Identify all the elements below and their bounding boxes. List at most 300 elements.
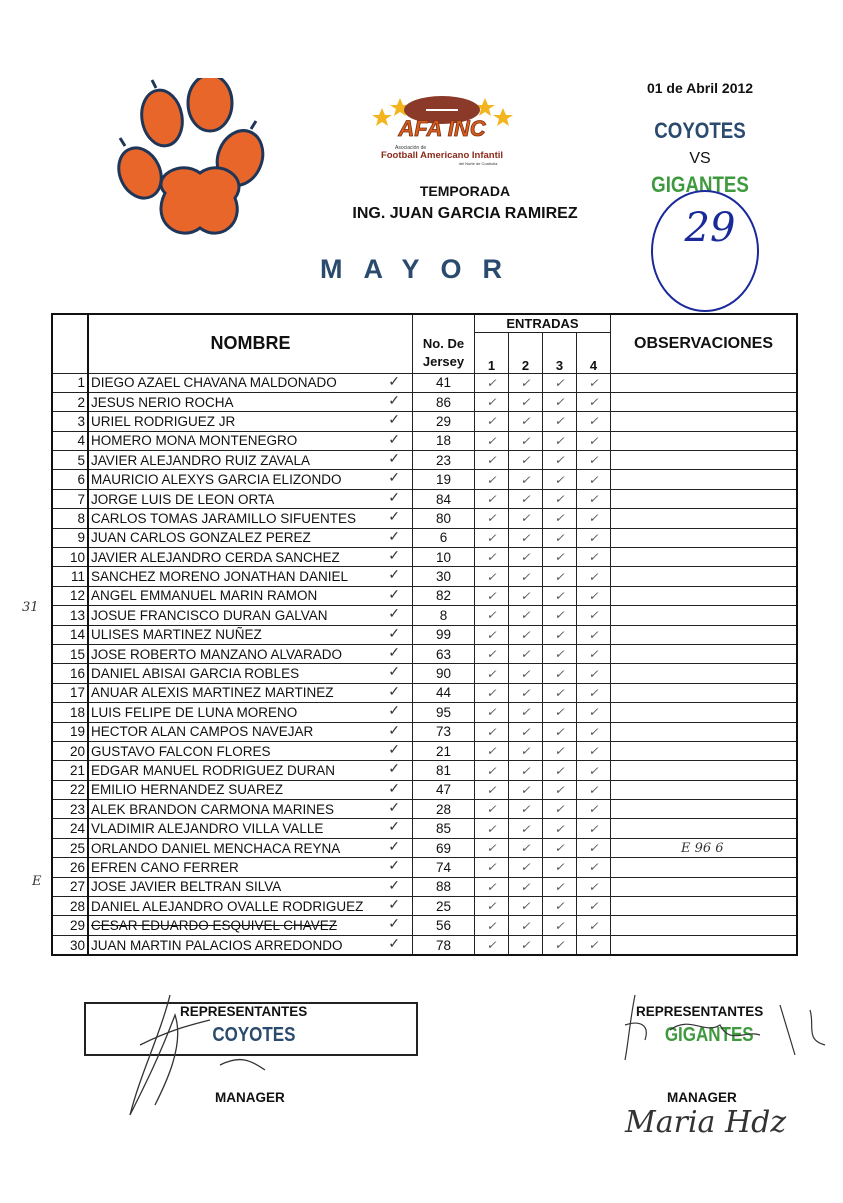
table-row	[52, 412, 797, 431]
table-row	[52, 644, 797, 663]
player-name-text: JOSUE FRANCISCO DURAN GALVAN	[91, 607, 328, 623]
inning-2-check: ✓	[509, 431, 543, 450]
observation-cell	[611, 412, 798, 431]
attendance-check-icon: ✓	[388, 606, 400, 623]
player-name-text: HECTOR ALAN CAMPOS NAVEJAR	[91, 724, 314, 740]
jersey-header-top	[413, 314, 475, 333]
table-row	[52, 838, 797, 857]
left-manager-label: MANAGER	[215, 1090, 285, 1105]
inning-2-check: ✓	[509, 897, 543, 916]
attendance-check-icon: ✓	[388, 780, 400, 797]
table-row	[52, 722, 797, 741]
observation-cell	[611, 838, 798, 857]
inning-2-check: ✓	[509, 548, 543, 567]
inning-1-check: ✓	[475, 664, 509, 683]
observation-cell	[611, 451, 798, 470]
table-row	[52, 858, 797, 877]
observation-cell	[611, 877, 798, 896]
observation-cell	[611, 373, 798, 392]
row-number: 29	[52, 916, 88, 935]
attendance-check-icon: ✓	[388, 897, 400, 914]
attendance-check-icon: ✓	[388, 451, 400, 468]
jersey-number: 56	[413, 916, 475, 935]
inning-4-check: ✓	[577, 431, 611, 450]
inning-2-check: ✓	[509, 489, 543, 508]
inning-4-check: ✓	[577, 412, 611, 431]
observation-cell	[611, 586, 798, 605]
jersey-number: 80	[413, 509, 475, 528]
inning-4-check: ✓	[577, 683, 611, 702]
home-team-name: COYOTES	[654, 118, 746, 143]
table-row	[52, 489, 797, 508]
inning-1-check: ✓	[475, 703, 509, 722]
player-name	[88, 877, 413, 896]
inning-1-check: ✓	[475, 916, 509, 935]
inning-1-check: ✓	[475, 548, 509, 567]
inning-4-check: ✓	[577, 586, 611, 605]
player-name	[88, 858, 413, 877]
inning-1-check: ✓	[475, 431, 509, 450]
jersey-number: 21	[413, 741, 475, 760]
observation-note	[611, 492, 681, 507]
player-name	[88, 780, 413, 799]
jersey-number: 78	[413, 935, 475, 955]
left-team-name: COYOTES	[212, 1024, 296, 1046]
row-number: 1	[52, 373, 88, 392]
inning-2-check: ✓	[509, 586, 543, 605]
observation-note	[611, 395, 681, 410]
observation-cell	[611, 722, 798, 741]
row-number: 21	[52, 761, 88, 780]
player-name	[88, 586, 413, 605]
observation-note	[611, 802, 681, 817]
jersey-number: 63	[413, 644, 475, 663]
attendance-check-icon: ✓	[388, 392, 400, 409]
inning-2-check: ✓	[509, 877, 543, 896]
inning-2-check: ✓	[509, 722, 543, 741]
player-name	[88, 741, 413, 760]
observation-note	[611, 511, 681, 526]
afa-inc-logo	[360, 88, 525, 168]
player-name	[88, 761, 413, 780]
jersey-number: 30	[413, 567, 475, 586]
jersey-number: 29	[413, 412, 475, 431]
attendance-check-icon: ✓	[388, 819, 400, 836]
inning-3-check: ✓	[543, 819, 577, 838]
row-number: 14	[52, 625, 88, 644]
row-number: 11	[52, 567, 88, 586]
player-name-text: MAURICIO ALEXYS GARCIA ELIZONDO	[91, 472, 342, 488]
inning-4-check: ✓	[577, 916, 611, 935]
observation-note	[611, 453, 681, 468]
player-name-text: ALEK BRANDON CARMONA MARINES	[91, 801, 335, 817]
table-row	[52, 897, 797, 916]
attendance-check-icon: ✓	[388, 625, 400, 642]
row-number: 30	[52, 935, 88, 955]
jersey-number: 82	[413, 586, 475, 605]
inning-1-check: ✓	[475, 489, 509, 508]
row-number: 22	[52, 780, 88, 799]
player-name-text: DANIEL ABISAI GARCIA ROBLES	[91, 666, 300, 682]
attendance-check-icon: ✓	[388, 548, 400, 565]
player-name-text: CESAR EDUARDO ESQUIVEL CHAVEZ	[91, 918, 338, 934]
jersey-number: 44	[413, 683, 475, 702]
inning-4-check: ✓	[577, 741, 611, 760]
name-header: NOMBRE	[88, 314, 413, 373]
row-number: 28	[52, 897, 88, 916]
inning-4-check: ✓	[577, 548, 611, 567]
row-number: 7	[52, 489, 88, 508]
inning-2-check: ✓	[509, 567, 543, 586]
row-number: 13	[52, 606, 88, 625]
right-manager-handwritten-name: Maria Hdz	[625, 1105, 787, 1140]
player-name	[88, 431, 413, 450]
player-name	[88, 722, 413, 741]
player-name-text: URIEL RODRIGUEZ JR	[91, 413, 236, 429]
observation-cell	[611, 664, 798, 683]
inning-1-check: ✓	[475, 644, 509, 663]
jersey-number: 47	[413, 780, 475, 799]
inning-3-check: ✓	[543, 567, 577, 586]
player-name-text: JOSE ROBERTO MANZANO ALVARADO	[91, 646, 343, 662]
table-row	[52, 528, 797, 547]
jersey-number: 25	[413, 897, 475, 916]
player-name	[88, 800, 413, 819]
season-label: TEMPORADA	[419, 183, 511, 199]
inning-4-check: ✓	[577, 625, 611, 644]
observation-note	[611, 628, 681, 643]
player-name-text: CARLOS TOMAS JARAMILLO SIFUENTES	[91, 510, 357, 526]
player-name-text: JAVIER ALEJANDRO CERDA SANCHEZ	[91, 549, 340, 565]
afa-subtitle-small: Asociación de	[395, 145, 427, 151]
attendance-check-icon: ✓	[388, 858, 400, 875]
observation-cell	[611, 509, 798, 528]
inning-3-check: ✓	[543, 431, 577, 450]
attendance-check-icon: ✓	[388, 586, 400, 603]
inning-2-check: ✓	[509, 373, 543, 392]
player-name-text: DIEGO AZAEL CHAVANA MALDONADO	[91, 375, 337, 391]
inning-1-check: ✓	[475, 392, 509, 411]
jersey-number: 95	[413, 703, 475, 722]
row-number: 6	[52, 470, 88, 489]
inning-3-check: ✓	[543, 528, 577, 547]
observation-note	[611, 589, 681, 604]
inning-4-check: ✓	[577, 780, 611, 799]
player-name	[88, 664, 413, 683]
player-name-text: VLADIMIR ALEJANDRO VILLA VALLE	[91, 821, 324, 837]
row-number: 15	[52, 644, 88, 663]
row-number: 25	[52, 838, 88, 857]
observation-cell	[611, 392, 798, 411]
player-name-text: EDGAR MANUEL RODRIGUEZ DURAN	[91, 763, 336, 778]
inning-4-check: ✓	[577, 877, 611, 896]
inning-3-check: ✓	[543, 858, 577, 877]
inning-4-check: ✓	[577, 644, 611, 663]
table-row	[52, 586, 797, 605]
inning-3-check: ✓	[543, 412, 577, 431]
row-number: 17	[52, 683, 88, 702]
table-row	[52, 916, 797, 935]
player-name	[88, 489, 413, 508]
inning-3-check: ✓	[543, 703, 577, 722]
observation-cell	[611, 431, 798, 450]
attendance-check-icon: ✓	[388, 683, 400, 700]
player-name	[88, 470, 413, 489]
inning-1-header: 1	[475, 333, 509, 374]
row-number: 2	[52, 392, 88, 411]
inning-1-check: ✓	[475, 877, 509, 896]
jersey-number: 86	[413, 392, 475, 411]
observation-cell	[611, 800, 798, 819]
attendance-check-icon: ✓	[388, 567, 400, 584]
right-team-name: GIGANTES	[664, 1024, 754, 1046]
observation-note	[611, 570, 681, 585]
inning-1-check: ✓	[475, 567, 509, 586]
table-row	[52, 800, 797, 819]
inning-3-check: ✓	[543, 800, 577, 819]
observation-cell	[611, 567, 798, 586]
afa-subtitle-tiny: del Norte de Coahuila	[458, 161, 498, 166]
row-number: 12	[52, 586, 88, 605]
observation-note	[611, 744, 681, 759]
row-number: 24	[52, 819, 88, 838]
inning-4-check: ✓	[577, 819, 611, 838]
inning-3-check: ✓	[543, 373, 577, 392]
attendance-check-icon: ✓	[388, 664, 400, 681]
observation-cell	[611, 703, 798, 722]
observation-cell	[611, 548, 798, 567]
table-row	[52, 625, 797, 644]
jersey-number: 28	[413, 800, 475, 819]
inning-3-check: ✓	[543, 451, 577, 470]
inning-3-check: ✓	[543, 392, 577, 411]
inning-1-check: ✓	[475, 451, 509, 470]
inning-3-check: ✓	[543, 489, 577, 508]
inning-2-check: ✓	[509, 761, 543, 780]
inning-1-check: ✓	[475, 858, 509, 877]
player-name	[88, 567, 413, 586]
player-name	[88, 819, 413, 838]
player-name-text: DANIEL ALEJANDRO OVALLE RODRIGUEZ	[91, 898, 364, 914]
player-name	[88, 412, 413, 431]
left-representatives-label: REPRESENTANTES	[180, 1004, 308, 1019]
player-name-text: GUSTAVO FALCON FLORES	[91, 743, 271, 759]
paw-print-logo	[110, 78, 310, 248]
table-row	[52, 877, 797, 896]
inning-2-check: ✓	[509, 470, 543, 489]
player-name-text: EFREN CANO FERRER	[91, 859, 239, 875]
observation-note	[611, 938, 681, 953]
right-manager-label: MANAGER	[667, 1090, 737, 1105]
observation-cell	[611, 780, 798, 799]
player-name	[88, 392, 413, 411]
inning-2-check: ✓	[509, 625, 543, 644]
table-row	[52, 470, 797, 489]
row-number: 3	[52, 412, 88, 431]
inning-3-check: ✓	[543, 780, 577, 799]
table-row	[52, 780, 797, 799]
player-name	[88, 683, 413, 702]
inning-2-check: ✓	[509, 916, 543, 935]
jersey-number: 73	[413, 722, 475, 741]
inning-1-check: ✓	[475, 838, 509, 857]
table-row	[52, 373, 797, 392]
jersey-number: 81	[413, 761, 475, 780]
inning-3-check: ✓	[543, 644, 577, 663]
num-header	[52, 314, 88, 373]
afa-brand-text: AFA INC	[398, 116, 486, 141]
inning-2-header: 2	[509, 333, 543, 374]
jersey-number: 18	[413, 431, 475, 450]
observation-note	[611, 531, 681, 546]
observation-note	[611, 686, 681, 701]
attendance-check-icon: ✓	[388, 838, 400, 855]
observation-cell	[611, 819, 798, 838]
inning-1-check: ✓	[475, 780, 509, 799]
attendance-check-icon: ✓	[388, 877, 400, 894]
inning-3-check: ✓	[543, 509, 577, 528]
attendance-check-icon: ✓	[388, 470, 400, 487]
inning-1-check: ✓	[475, 412, 509, 431]
inning-4-check: ✓	[577, 489, 611, 508]
inning-3-check: ✓	[543, 916, 577, 935]
attendance-check-icon: ✓	[388, 761, 400, 778]
player-name	[88, 625, 413, 644]
player-name-text: JUAN MARTIN PALACIOS ARREDONDO	[91, 937, 343, 953]
observation-cell	[611, 528, 798, 547]
player-name	[88, 606, 413, 625]
attendance-check-icon: ✓	[388, 703, 400, 720]
jersey-number: 6	[413, 528, 475, 547]
table-row	[52, 567, 797, 586]
right-representatives-label: REPRESENTANTES	[636, 1004, 764, 1019]
player-name	[88, 916, 413, 935]
inning-4-check: ✓	[577, 567, 611, 586]
margin-note-row11: 31	[22, 600, 39, 615]
inning-3-check: ✓	[543, 664, 577, 683]
inning-2-check: ✓	[509, 392, 543, 411]
attendance-check-icon: ✓	[388, 412, 400, 429]
right-signature	[610, 985, 840, 1065]
observation-note	[611, 667, 681, 682]
game-date: 01 de Abril 2012	[646, 80, 754, 96]
jersey-number: 23	[413, 451, 475, 470]
player-name	[88, 897, 413, 916]
attendance-check-icon: ✓	[388, 528, 400, 545]
jersey-number: 74	[413, 858, 475, 877]
inning-1-check: ✓	[475, 470, 509, 489]
attendance-check-icon: ✓	[388, 373, 400, 390]
observation-note	[611, 473, 681, 488]
inning-1-check: ✓	[475, 606, 509, 625]
jersey-number: 90	[413, 664, 475, 683]
player-name	[88, 838, 413, 857]
player-name	[88, 528, 413, 547]
table-row	[52, 819, 797, 838]
player-name	[88, 373, 413, 392]
observation-cell	[611, 470, 798, 489]
jersey-header: No. De Jersey	[413, 333, 475, 374]
row-number: 23	[52, 800, 88, 819]
player-name-text: ANGEL EMMANUEL MARIN RAMON	[91, 588, 318, 604]
inning-2-check: ✓	[509, 509, 543, 528]
observation-note	[611, 783, 681, 798]
observation-cell	[611, 916, 798, 935]
observation-note	[611, 822, 681, 837]
division-title: MAYOR	[320, 254, 524, 284]
inning-3-check: ✓	[543, 935, 577, 955]
observation-note	[611, 434, 681, 449]
row-number: 20	[52, 741, 88, 760]
player-name-text: JUAN CARLOS GONZALEZ PEREZ	[91, 530, 311, 546]
inning-3-header: 3	[543, 333, 577, 374]
inning-3-check: ✓	[543, 838, 577, 857]
inning-4-check: ✓	[577, 606, 611, 625]
inning-2-check: ✓	[509, 664, 543, 683]
inning-1-check: ✓	[475, 897, 509, 916]
inning-3-check: ✓	[543, 683, 577, 702]
jersey-number: 10	[413, 548, 475, 567]
observation-cell	[611, 644, 798, 663]
jersey-number: 85	[413, 819, 475, 838]
table-row	[52, 606, 797, 625]
inning-2-check: ✓	[509, 528, 543, 547]
player-name-text: SANCHEZ MORENO JONATHAN DANIEL	[91, 569, 349, 585]
inning-4-check: ✓	[577, 528, 611, 547]
player-name	[88, 509, 413, 528]
attendance-check-icon: ✓	[388, 800, 400, 817]
inning-3-check: ✓	[543, 722, 577, 741]
inning-4-check: ✓	[577, 664, 611, 683]
observaciones-header: OBSERVACIONES	[611, 314, 798, 373]
jersey-number: 84	[413, 489, 475, 508]
inning-1-check: ✓	[475, 683, 509, 702]
player-name	[88, 935, 413, 955]
inning-4-check: ✓	[577, 761, 611, 780]
inning-4-check: ✓	[577, 800, 611, 819]
player-name-text: JOSE JAVIER BELTRAN SILVA	[91, 879, 282, 895]
observation-cell	[611, 489, 798, 508]
player-name-text: ANUAR ALEXIS MARTINEZ MARTINEZ	[91, 685, 334, 701]
inning-2-check: ✓	[509, 644, 543, 663]
observation-note	[611, 414, 681, 429]
roster-table	[51, 313, 798, 956]
inning-4-check: ✓	[577, 392, 611, 411]
attendance-check-icon: ✓	[388, 509, 400, 526]
table-row	[52, 703, 797, 722]
player-name	[88, 703, 413, 722]
inning-2-check: ✓	[509, 703, 543, 722]
inning-4-check: ✓	[577, 509, 611, 528]
table-row	[52, 664, 797, 683]
versus-label: VS	[689, 150, 711, 167]
inning-2-check: ✓	[509, 412, 543, 431]
table-row	[52, 431, 797, 450]
row-number: 5	[52, 451, 88, 470]
observation-note	[611, 880, 681, 895]
inning-4-check: ✓	[577, 451, 611, 470]
player-name	[88, 548, 413, 567]
inning-3-check: ✓	[543, 877, 577, 896]
player-name	[88, 644, 413, 663]
inning-4-check: ✓	[577, 703, 611, 722]
inning-4-check: ✓	[577, 373, 611, 392]
inning-3-check: ✓	[543, 897, 577, 916]
inning-1-check: ✓	[475, 509, 509, 528]
inning-4-check: ✓	[577, 897, 611, 916]
jersey-number: 41	[413, 373, 475, 392]
inning-2-check: ✓	[509, 935, 543, 955]
